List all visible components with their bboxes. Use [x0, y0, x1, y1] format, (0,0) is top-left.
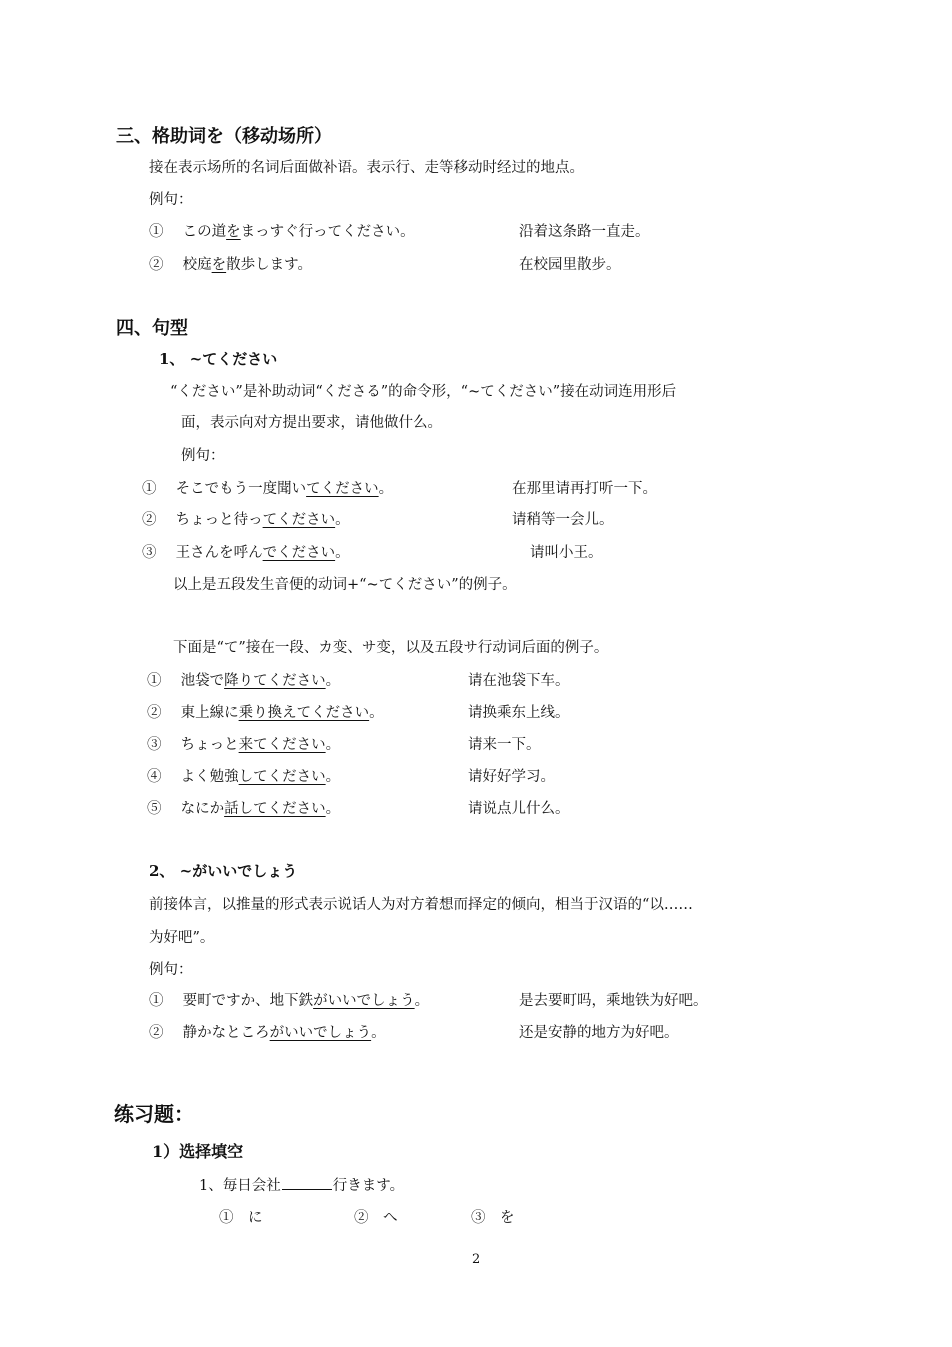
- example-number: ②: [149, 257, 164, 273]
- pattern1-note1: 以上是五段发生音便的动词+“~てください”的例子。: [173, 577, 517, 593]
- example-text-post: 。: [325, 737, 341, 753]
- pattern1-note2: 下面是“て”接在一段、カ变、サ变，以及五段サ行动词后面的例子。: [173, 640, 609, 656]
- question-text-post: 行きます。: [332, 1178, 405, 1194]
- pattern1-example-1: [142, 477, 393, 498]
- example-text-pre: 要町ですか、地下鉄: [182, 993, 314, 1009]
- pattern2-title: 2、 ~がいいでしょう: [149, 862, 298, 880]
- example-text-post: まっすぐ行ってください。: [240, 224, 415, 240]
- example-text-pre: そこでもう一度聞い: [175, 481, 307, 497]
- pattern1-desc-line2: 面，表示向对方提出要求，请他做什么。: [181, 415, 442, 431]
- example-text-underlined: がいいでしょう: [269, 1025, 372, 1041]
- pattern1-example-label: 例句：: [181, 448, 225, 464]
- section3-example-2-translation: 在校园里散步。: [519, 257, 621, 273]
- example-number: ①: [147, 673, 162, 689]
- pattern2-example-1: [149, 989, 429, 1010]
- pattern1-example2-2: [147, 701, 384, 722]
- example-text-post: 。: [378, 481, 394, 497]
- pattern1-example2-4: [147, 765, 340, 786]
- example-text-pre: なにか: [180, 801, 225, 817]
- pattern1-desc-line1: “ください”是补助动词“くださる”的命令形，“~てください”接在动词连用形后: [170, 384, 677, 400]
- example-text-post: 。: [335, 512, 350, 528]
- example-text-pre: よく勉強: [180, 769, 239, 785]
- example-number: ①: [149, 224, 164, 240]
- section3-example-1: [149, 220, 415, 241]
- pattern2-desc-line2: 为好吧”。: [149, 930, 215, 946]
- example-text-pre: この道: [182, 224, 227, 240]
- example-text-post: 。: [325, 769, 341, 785]
- pattern1-example-1-translation: 在那里请再打听一下。: [512, 481, 657, 497]
- example-text-post: 。: [335, 545, 350, 561]
- pattern1-example-3-translation: 请叫小王。: [530, 545, 603, 561]
- example-text-pre: ちょっと: [180, 737, 239, 753]
- example-text-underlined: でください: [262, 545, 336, 561]
- example-text-underlined: を: [211, 257, 227, 273]
- example-text-post: 。: [369, 705, 384, 721]
- example-number: ①: [142, 481, 157, 497]
- example-text-pre: ちょっと待っ: [175, 512, 263, 528]
- example-text-post: 散歩します。: [226, 257, 312, 273]
- example-number: ⑤: [147, 801, 162, 817]
- example-text-post: 。: [414, 993, 430, 1009]
- exercise-title: 练习题：: [114, 1102, 194, 1126]
- example-text-underlined: がいいでしょう: [313, 993, 415, 1009]
- example-text-underlined: 話してください: [224, 801, 326, 817]
- example-text-underlined: してください: [238, 769, 326, 785]
- example-number: ③: [147, 737, 162, 753]
- example-text-post: 。: [325, 673, 341, 689]
- example-text-post: 。: [371, 1025, 386, 1041]
- section3-desc: 接在表示场所的名词后面做补语。表示行、走等移动时经过的地点。: [149, 160, 584, 176]
- pattern2-example-2-translation: 还是安静的地方为好吧。: [519, 1025, 679, 1041]
- pattern1-title: 1、 ~てください: [159, 350, 278, 368]
- example-number: ①: [149, 993, 164, 1009]
- example-number: ③: [142, 545, 157, 561]
- example-text-underlined: てください: [262, 512, 336, 528]
- example-text-underlined: を: [226, 224, 241, 240]
- example-text-pre: 王さんを呼ん: [175, 545, 263, 561]
- pattern2-desc-line1: 前接体言，以推量的形式表示说话人为对方着想而择定的倾向，相当于汉语的“以……: [149, 897, 693, 913]
- option-1[interactable]: ① に: [219, 1210, 263, 1226]
- pattern1-example2-4-translation: 请好好学习。: [468, 769, 555, 785]
- pattern1-example2-5-translation: 请说点儿什么。: [468, 801, 570, 817]
- exercise-subtitle: 1）选择填空: [152, 1142, 244, 1161]
- example-text-underlined: 乗り換えてください: [238, 705, 370, 721]
- option-2[interactable]: ② へ: [354, 1210, 398, 1226]
- section4-title: 四、句型: [116, 318, 188, 339]
- example-text-pre: 静かなところ: [182, 1025, 270, 1041]
- pattern1-example2-5: [147, 797, 340, 818]
- example-text-pre: 池袋で: [180, 673, 225, 689]
- pattern2-example-1-translation: 是去要町吗，乘地铁为好吧。: [519, 993, 708, 1009]
- section3-example-2: [149, 253, 312, 274]
- section3-example-label: 例句：: [149, 192, 193, 208]
- option-3[interactable]: ③ を: [471, 1210, 515, 1226]
- example-number: ②: [147, 705, 162, 721]
- pattern1-example2-2-translation: 请换乘东上线。: [468, 705, 570, 721]
- pattern2-example-2: [149, 1021, 386, 1042]
- section3-title: 三、格助词を（移动场所）: [116, 126, 332, 147]
- page-number: 2: [472, 1252, 481, 1267]
- pattern1-example2-1-translation: 请在池袋下车。: [468, 673, 570, 689]
- example-text-pre: 東上線に: [180, 705, 239, 721]
- pattern2-example-label: 例句：: [149, 962, 193, 978]
- pattern1-example-2: [142, 508, 350, 529]
- exercise-question-1: [199, 1174, 404, 1195]
- example-text-post: 。: [325, 801, 341, 817]
- pattern1-example2-3-translation: 请来一下。: [468, 737, 541, 753]
- example-text-underlined: 来てください: [238, 737, 326, 753]
- question-text-pre: 1、毎日会社: [199, 1178, 281, 1194]
- example-text-underlined: てください: [306, 481, 379, 497]
- example-number: ④: [147, 769, 162, 785]
- example-number: ②: [142, 512, 157, 528]
- example-text-underlined: 降りてください: [224, 673, 326, 689]
- example-number: ②: [149, 1025, 164, 1041]
- section3-example-1-translation: 沿着这条路一直走。: [519, 224, 650, 240]
- pattern1-example-3: [142, 541, 350, 562]
- pattern1-example2-3: [147, 733, 340, 754]
- example-text-pre: 校庭: [182, 257, 212, 273]
- pattern1-example-2-translation: 请稍等一会儿。: [512, 512, 614, 528]
- answer-blank[interactable]: [282, 1175, 332, 1190]
- pattern1-example2-1: [147, 669, 340, 690]
